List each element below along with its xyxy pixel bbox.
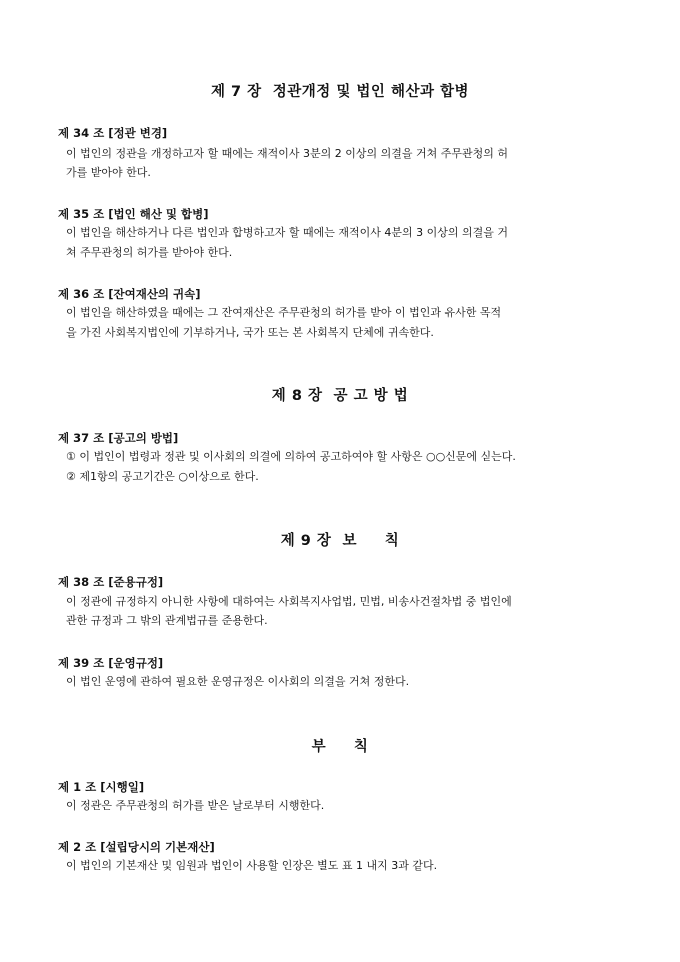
supplementary-article-1-heading: 제 1 조 [시행일]: [58, 780, 145, 794]
article-35-heading: 제 35 조 [법인 해산 및 합병]: [58, 207, 209, 221]
article-35-line-2: 쳐 주무관청의 허가를 받아야 한다.: [66, 246, 233, 259]
article-39-line-1: 이 법인 운영에 관하여 필요한 운영규정은 이사회의 의결을 거쳐 정한다.: [66, 675, 410, 688]
chapter-8-title: 제 8 장 공 고 방 법: [271, 388, 409, 404]
article-38-line-2: 관한 규정과 그 밖의 관계법규를 준용한다.: [66, 614, 268, 627]
article-35-line-1: 이 법인을 해산하거나 다른 법인과 합병하고자 할 때에는 재적이사 4분의 3 이상의 의결을 거: [66, 226, 508, 239]
supplementary-title: 부 칙: [311, 739, 369, 755]
article-36-line-2: 을 가진 사회복지법인에 기부하거나, 국가 또는 본 사회복지 단체에 귀속한다.: [66, 326, 434, 339]
supplementary-article-2-heading: 제 2 조 [설립당시의 기본재산]: [58, 840, 215, 854]
chapter-7-title: 제 7 장 정관개정 및 법인 해산과 합병: [210, 84, 470, 100]
article-37-line-2: ② 제1항의 공고기간은 ○이상으로 한다.: [66, 470, 259, 483]
chapter-9-title: 제 9 장 보 칙: [280, 533, 400, 549]
supplementary-article-1-line-1: 이 정관은 주무관청의 허가를 받은 날로부터 시행한다.: [66, 799, 325, 812]
article-38-line-1: 이 정관에 규정하지 아니한 사항에 대하여는 사회복지사업법, 민법, 비송사건절차법 중 법인에: [66, 595, 512, 608]
article-34-heading: 제 34 조 [정관 변경]: [58, 126, 168, 140]
article-36-line-1: 이 법인을 해산하였을 때에는 그 잔여재산은 주무관청의 허가를 받아 이 법인과 유사한 목적: [66, 306, 502, 319]
article-37-heading: 제 37 조 [공고의 방법]: [58, 431, 179, 445]
article-34-line-2: 가를 받아야 한다.: [66, 166, 151, 179]
article-34-line-1: 이 법인의 정관을 개정하고자 할 때에는 재적이사 3분의 2 이상의 의결을 거쳐 주무관청의 허: [66, 147, 508, 160]
article-38-heading: 제 38 조 [준용규정]: [58, 575, 164, 589]
article-36-heading: 제 36 조 [잔여재산의 귀속]: [58, 287, 201, 301]
article-37-line-1: ① 이 법인이 법령과 정관 및 이사회의 의결에 의하여 공고하여야 할 사항은 ○○신문에 싣는다.: [66, 450, 516, 463]
article-39-heading: 제 39 조 [운영규정]: [58, 656, 164, 670]
supplementary-article-2-line-1: 이 법인의 기본재산 및 임원과 법인이 사용할 인장은 별도 표 1 내지 3과 같다.: [66, 859, 438, 872]
